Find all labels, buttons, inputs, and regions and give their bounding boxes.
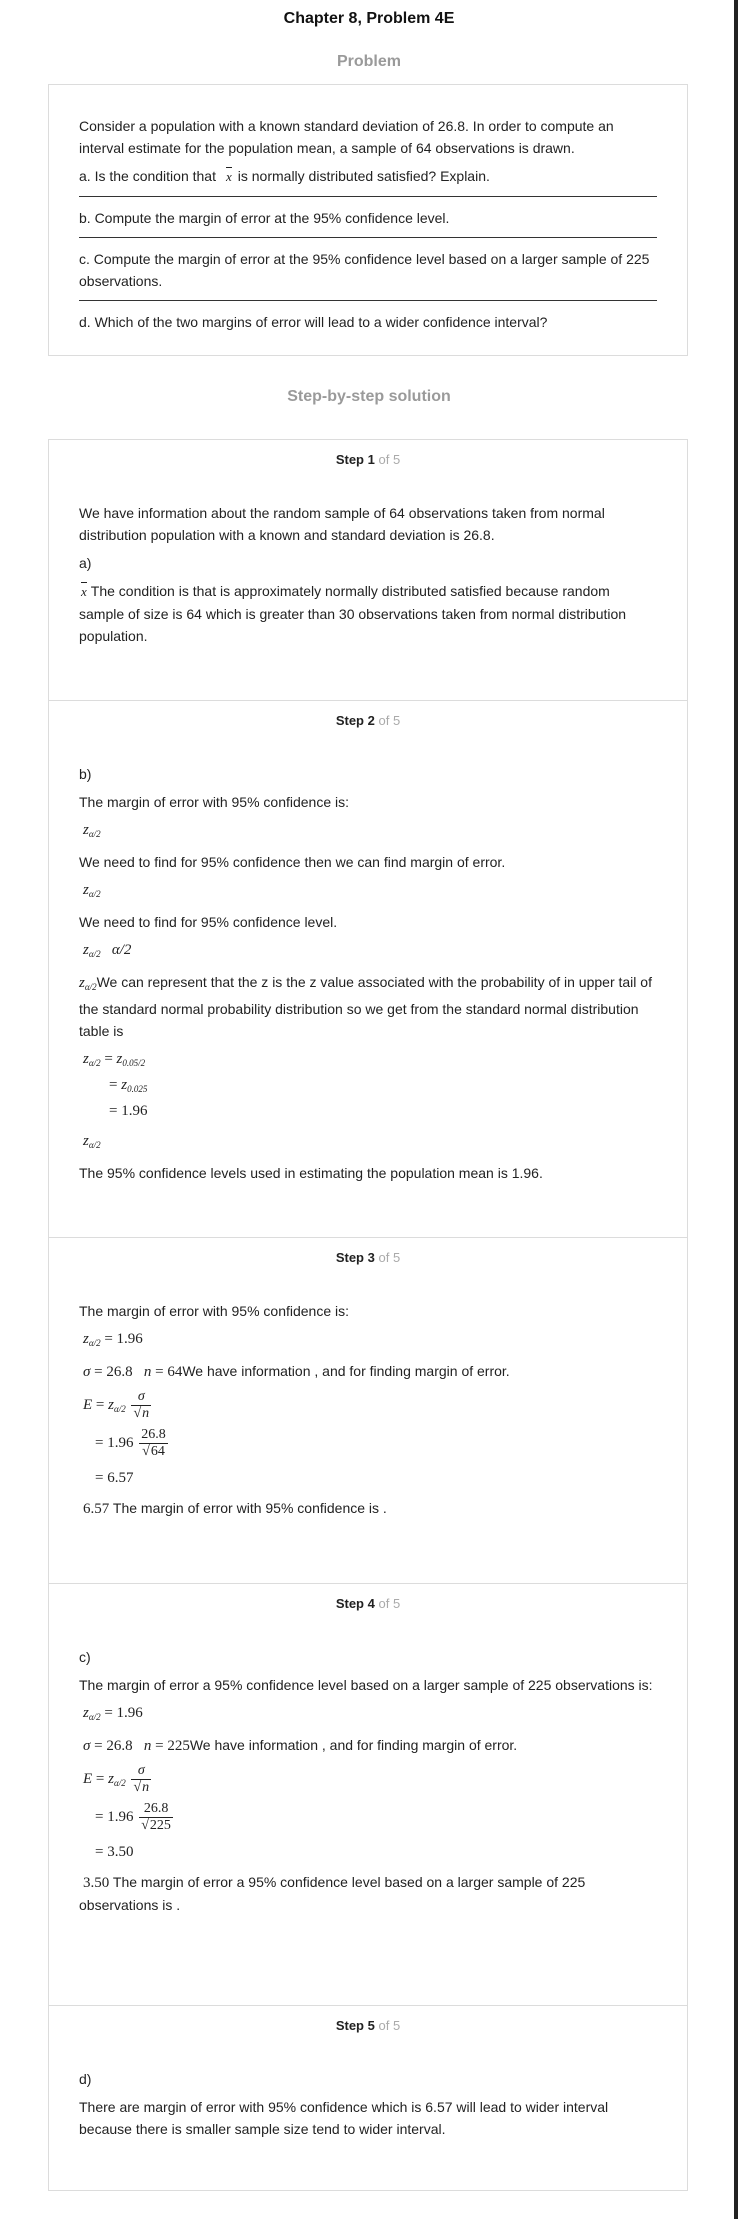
problem-part-a: a. Is the condition that x is normally distributed satisfied? Explain. bbox=[79, 163, 657, 194]
z-alpha-half: $z_{\alpha/2}$ bbox=[83, 882, 101, 899]
step-2-conclusion: The 95% confidence levels used in estimating the population mean is 1.96. bbox=[79, 1165, 543, 1181]
step-1-header: Step 1 of 5 bbox=[335, 452, 401, 467]
z-alpha-half: $z_{\alpha/2}$ bbox=[83, 822, 101, 839]
step-3-conclusion: 6.57 The margin of error with 95% confidence is . bbox=[83, 1500, 387, 1517]
problem-section-title: Problem bbox=[336, 53, 401, 70]
divider bbox=[79, 237, 657, 238]
step-4-text: The margin of error a 95% confidence level based on a larger sample of 225 observations is: bbox=[79, 1677, 653, 1693]
step-3-info: σ = 26.8 n = 64We have information , and for finding margin of error. bbox=[83, 1363, 510, 1380]
step-2-text: We need to find for 95% confidence level. bbox=[79, 914, 338, 930]
step-4-info: σ = 26.8 n = 225We have information , and for finding margin of error. bbox=[83, 1737, 518, 1754]
z-value-line: $z_{\alpha/2} = 1.96$ bbox=[83, 1331, 143, 1348]
step-2-text: $z_{\alpha/2}We$ can represent that the z is the z value associated with the probability of in upper tail of the standard normal probability distribution so we get from the standard normal distribution table is bbox=[79, 974, 652, 1039]
step-3-header: Step 3 of 5 bbox=[335, 1250, 401, 1265]
divider bbox=[79, 300, 657, 301]
x-bar-symbol: x bbox=[226, 166, 232, 188]
solution-section-title: Step-by-step solution bbox=[287, 388, 451, 405]
z-alpha-half-and-alpha: $z_{\alpha/2}$ α/2 bbox=[83, 942, 132, 959]
page-title: Chapter 8, Problem 4E bbox=[283, 10, 455, 27]
step-1-label: a) bbox=[79, 555, 92, 571]
step-2-label: b) bbox=[79, 766, 92, 782]
problem-part-b: b. Compute the margin of error at the 95% confidence level. bbox=[79, 210, 450, 226]
z-value-equation: $z_{\alpha/2} = z_{0.05/2}$ = $z_{0.025}$ = 1.96 bbox=[83, 1051, 148, 1119]
step-4-card bbox=[48, 1584, 688, 2006]
step-1-text: We have information about the random sample of 64 observations taken from normal distribution population with a known and standard deviation is 26.8. bbox=[79, 505, 605, 543]
divider bbox=[79, 196, 657, 197]
step-1-conclusion: x The condition is that is approximately normally distributed satisfied because random sample of size is 64 which is greater than 30 observations taken from normal distribution population. bbox=[79, 583, 627, 644]
step-2-card bbox=[48, 701, 688, 1238]
step-1-card bbox=[48, 439, 688, 701]
margin-of-error-equation: $E = z_{\alpha/2}$ $\frac{\sigma}{√n}$ = 1.96 $\frac{26.8}{√64}$ = 6.57 bbox=[83, 1389, 166, 1486]
problem-part-d: d. Which of the two margins of error will lead to a wider confidence interval? bbox=[79, 314, 548, 330]
step-2-text: We need to find for 95% confidence then we can find margin of error. bbox=[79, 854, 506, 870]
step-5-label: d) bbox=[79, 2071, 92, 2087]
x-bar-symbol: x bbox=[81, 581, 87, 603]
page-edge-bar bbox=[734, 0, 738, 2219]
problem-intro: Consider a population with a known standard deviation of 26.8. In order to compute an interval estimate for the population mean, a sample of 64 observations is drawn. bbox=[79, 118, 614, 156]
margin-of-error-equation: $E = z_{\alpha/2}$ $\frac{\sigma}{√n}$ = 1.96 $\frac{26.8}{√225}$ = 3.50 bbox=[83, 1763, 171, 1860]
step-4-label: c) bbox=[79, 1649, 91, 1665]
step-2-text: The margin of error with 95% confidence is: bbox=[79, 794, 350, 810]
problem-part-c: c. Compute the margin of error at the 95% confidence level based on a larger sample of 225 observations. bbox=[79, 251, 650, 289]
step-3-card bbox=[48, 1238, 688, 1584]
step-5-card bbox=[48, 2006, 688, 2191]
step-4-header: Step 4 of 5 bbox=[335, 1596, 401, 1611]
step-4-conclusion: 3.50 The margin of error a 95% confidence level based on a larger sample of 225 observations is . bbox=[79, 1874, 586, 1913]
problem-card bbox=[48, 84, 688, 356]
z-alpha-half: $z_{\alpha/2}$ bbox=[83, 1133, 101, 1150]
step-5-conclusion: There are margin of error with 95% confidence which is 6.57 will lead to wider interval because there is smaller sample size tend to wider interval. bbox=[79, 2099, 609, 2137]
z-value-line: $z_{\alpha/2} = 1.96$ bbox=[83, 1705, 143, 1722]
step-5-header: Step 5 of 5 bbox=[335, 2018, 401, 2033]
step-3-text: The margin of error with 95% confidence is: bbox=[79, 1303, 350, 1319]
step-2-header: Step 2 of 5 bbox=[335, 713, 401, 728]
